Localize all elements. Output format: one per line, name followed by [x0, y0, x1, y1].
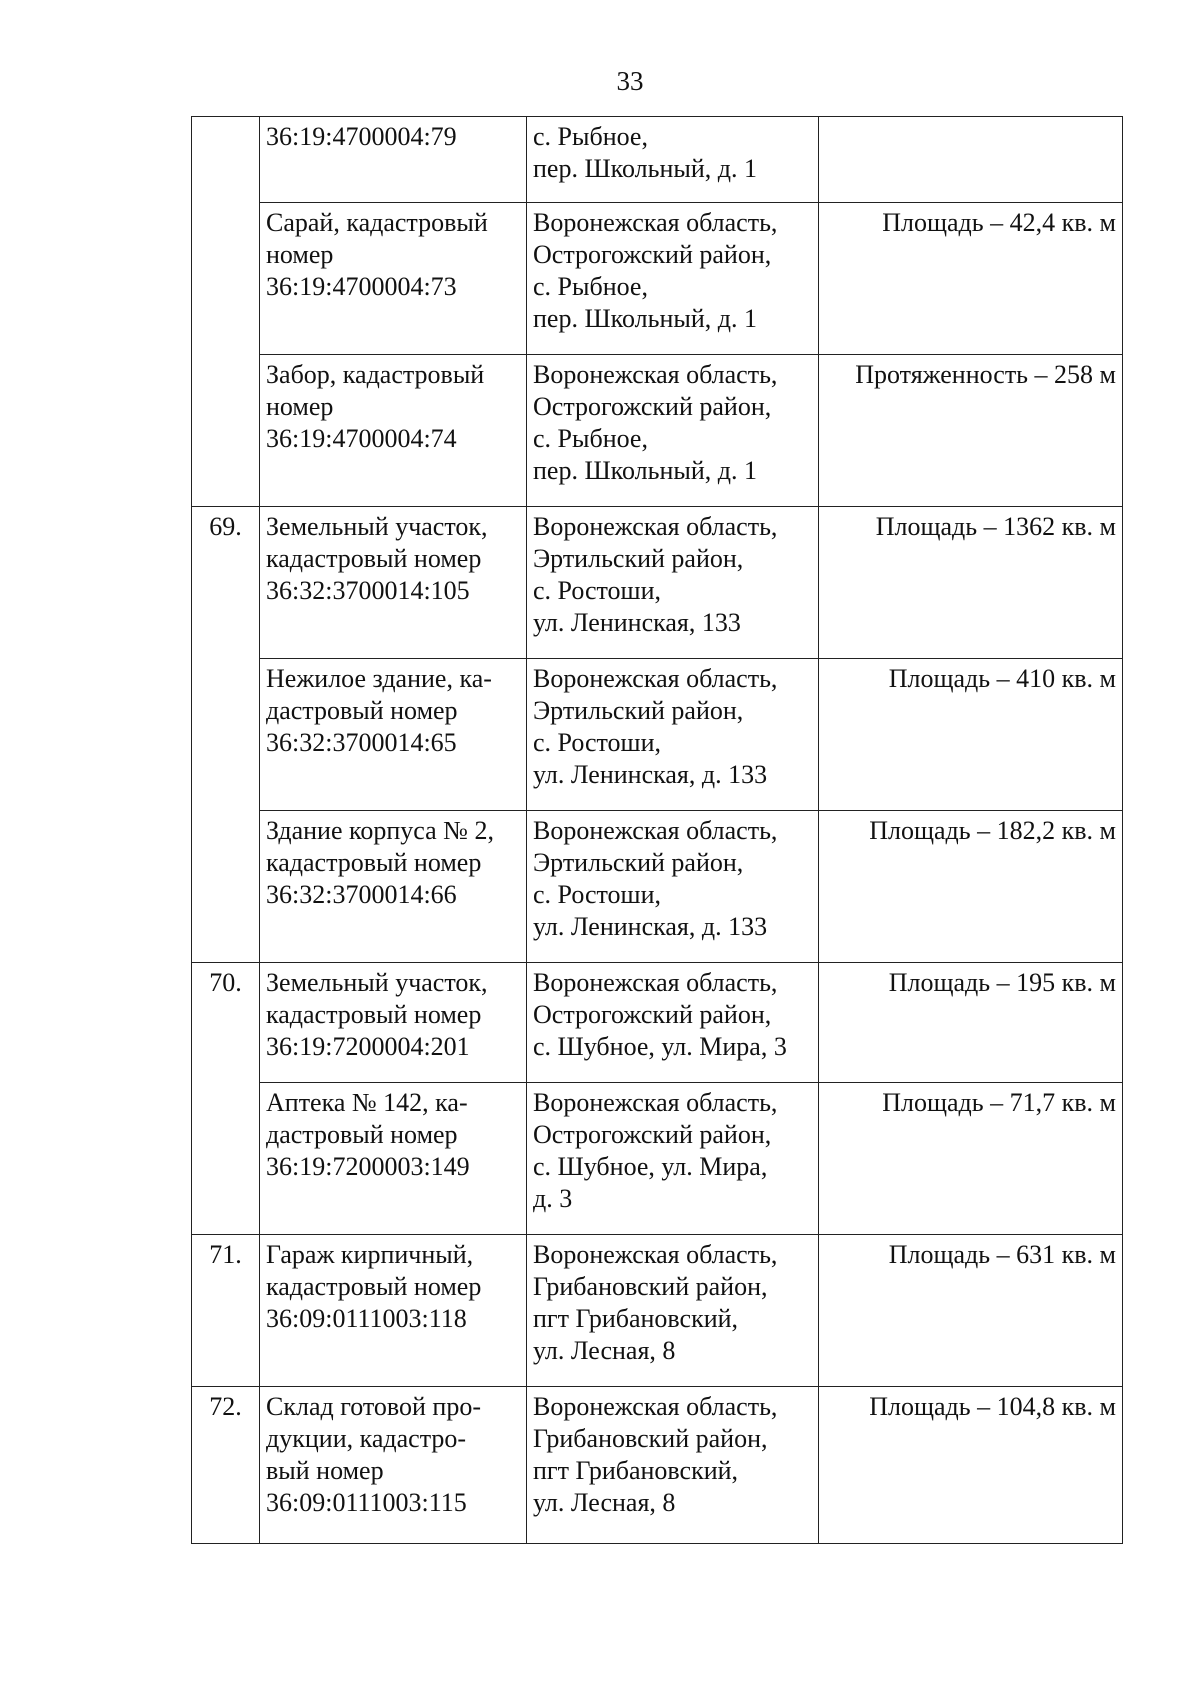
object-cell: [260, 203, 527, 355]
address-line: с. Ростоши,: [533, 728, 661, 757]
row-number-cell: 71.: [192, 1235, 260, 1387]
object-line: 36:09:0111003:115: [266, 1488, 467, 1517]
address-line: ул. Ленинская, д. 133: [533, 760, 768, 789]
address-cell: [527, 355, 819, 507]
address-cell: [527, 1083, 819, 1235]
table-row: [192, 963, 1123, 1083]
object-line: 36:32:3700014:66: [266, 880, 457, 909]
address-cell: [527, 117, 819, 203]
address-cell: [527, 811, 819, 963]
address-cell: [527, 203, 819, 355]
characteristic-cell: Протяженность – 258 м: [819, 355, 1123, 507]
object-line: 36:19:7200003:149: [266, 1152, 470, 1181]
address-line: пер. Школьный, д. 1: [533, 456, 758, 485]
object-line: Гараж кирпичный,: [266, 1240, 474, 1269]
address-line: Острогожский район,: [533, 1000, 772, 1029]
address-line: ул. Ленинская, д. 133: [533, 912, 768, 941]
object-cell: [260, 1083, 527, 1235]
table-row: [192, 1387, 1123, 1544]
address-line: Воронежская область,: [533, 1240, 778, 1269]
address-line: с. Шубное, ул. Мира, 3: [533, 1032, 787, 1061]
object-line: номер: [266, 240, 334, 269]
object-line: кадастровый номер: [266, 848, 482, 877]
object-cell: [260, 117, 527, 203]
characteristic-cell: Площадь – 1362 кв. м: [819, 507, 1123, 659]
address-line: Воронежская область,: [533, 208, 778, 237]
address-line: с. Рыбное,: [533, 424, 648, 453]
object-line: номер: [266, 392, 334, 421]
row-number-cell: 69.: [192, 507, 260, 963]
address-line: ул. Ленинская, 133: [533, 608, 741, 637]
characteristic-cell: [819, 117, 1123, 203]
object-line: 36:19:4700004:74: [266, 424, 457, 453]
address-line: с. Рыбное,: [533, 122, 648, 151]
object-line: Здание корпуса № 2,: [266, 816, 494, 845]
address-line: Острогожский район,: [533, 240, 772, 269]
address-cell: [527, 1387, 819, 1544]
object-line: кадастровый номер: [266, 544, 482, 573]
address-line: Грибановский район,: [533, 1272, 768, 1301]
object-line: 36:19:7200004:201: [266, 1032, 470, 1061]
address-line: пер. Школьный, д. 1: [533, 304, 758, 333]
object-line: Сарай, кадастровый: [266, 208, 488, 237]
table-row: [192, 203, 1123, 355]
table-row: [192, 1083, 1123, 1235]
address-line: Эртильский район,: [533, 696, 744, 725]
object-line: Аптека № 142, ка-: [266, 1088, 468, 1117]
address-line: ул. Лесная, 8: [533, 1488, 676, 1517]
address-line: пгт Грибановский,: [533, 1304, 739, 1333]
table-row: [192, 659, 1123, 811]
characteristic-cell: Площадь – 71,7 кв. м: [819, 1083, 1123, 1235]
address-line: с. Рыбное,: [533, 272, 648, 301]
object-cell: [260, 1387, 527, 1544]
object-line: дукции, кадастро-: [266, 1424, 467, 1453]
characteristic-cell: Площадь – 104,8 кв. м: [819, 1387, 1123, 1544]
address-line: Эртильский район,: [533, 544, 744, 573]
address-line: ул. Лесная, 8: [533, 1336, 676, 1365]
object-line: Забор, кадастровый: [266, 360, 485, 389]
table-row: [192, 355, 1123, 507]
object-line: Земельный участок,: [266, 968, 488, 997]
address-line: пер. Школьный, д. 1: [533, 154, 758, 183]
object-line: 36:19:4700004:79: [266, 122, 457, 151]
address-cell: [527, 507, 819, 659]
object-line: Земельный участок,: [266, 512, 488, 541]
address-line: Воронежская область,: [533, 664, 778, 693]
object-cell: [260, 811, 527, 963]
object-cell: [260, 1235, 527, 1387]
object-line: кадастровый номер: [266, 1272, 482, 1301]
object-line: кадастровый номер: [266, 1000, 482, 1029]
address-line: Воронежская область,: [533, 816, 778, 845]
address-line: Воронежская область,: [533, 968, 778, 997]
address-cell: [527, 659, 819, 811]
table-row: [192, 507, 1123, 659]
object-line: дастровый номер: [266, 1120, 458, 1149]
object-line: 36:09:0111003:118: [266, 1304, 467, 1333]
characteristic-cell: Площадь – 182,2 кв. м: [819, 811, 1123, 963]
address-cell: [527, 1235, 819, 1387]
address-line: Воронежская область,: [533, 360, 778, 389]
page-number: 33: [616, 66, 644, 96]
address-line: пгт Грибановский,: [533, 1456, 739, 1485]
address-line: с. Шубное, ул. Мира,: [533, 1152, 768, 1181]
object-cell: [260, 507, 527, 659]
object-line: вый номер: [266, 1456, 384, 1485]
address-line: Эртильский район,: [533, 848, 744, 877]
row-number-cell: 70.: [192, 963, 260, 1235]
object-line: 36:19:4700004:73: [266, 272, 457, 301]
object-line: дастровый номер: [266, 696, 458, 725]
address-line: с. Ростоши,: [533, 576, 661, 605]
characteristic-cell: Площадь – 631 кв. м: [819, 1235, 1123, 1387]
object-cell: [260, 355, 527, 507]
address-line: Грибановский район,: [533, 1424, 768, 1453]
row-number-cell: 72.: [192, 1387, 260, 1544]
address-line: Воронежская область,: [533, 512, 778, 541]
object-cell: [260, 659, 527, 811]
address-line: Воронежская область,: [533, 1392, 778, 1421]
object-line: 36:32:3700014:105: [266, 576, 470, 605]
address-line: д. 3: [533, 1184, 573, 1213]
object-line: Нежилое здание, ка-: [266, 664, 492, 693]
characteristic-cell: Площадь – 410 кв. м: [819, 659, 1123, 811]
object-line: Склад готовой про-: [266, 1392, 481, 1421]
address-line: Острогожский район,: [533, 392, 772, 421]
characteristic-cell: Площадь – 195 кв. м: [819, 963, 1123, 1083]
table-row: [192, 117, 1123, 203]
object-line: 36:32:3700014:65: [266, 728, 457, 757]
characteristic-cell: Площадь – 42,4 кв. м: [819, 203, 1123, 355]
table-row: [192, 1235, 1123, 1387]
property-table: [191, 116, 1123, 1544]
address-line: Воронежская область,: [533, 1088, 778, 1117]
object-cell: [260, 963, 527, 1083]
table-row: [192, 811, 1123, 963]
address-line: с. Ростоши,: [533, 880, 661, 909]
row-number-cell: [192, 117, 260, 507]
address-line: Острогожский район,: [533, 1120, 772, 1149]
address-cell: [527, 963, 819, 1083]
